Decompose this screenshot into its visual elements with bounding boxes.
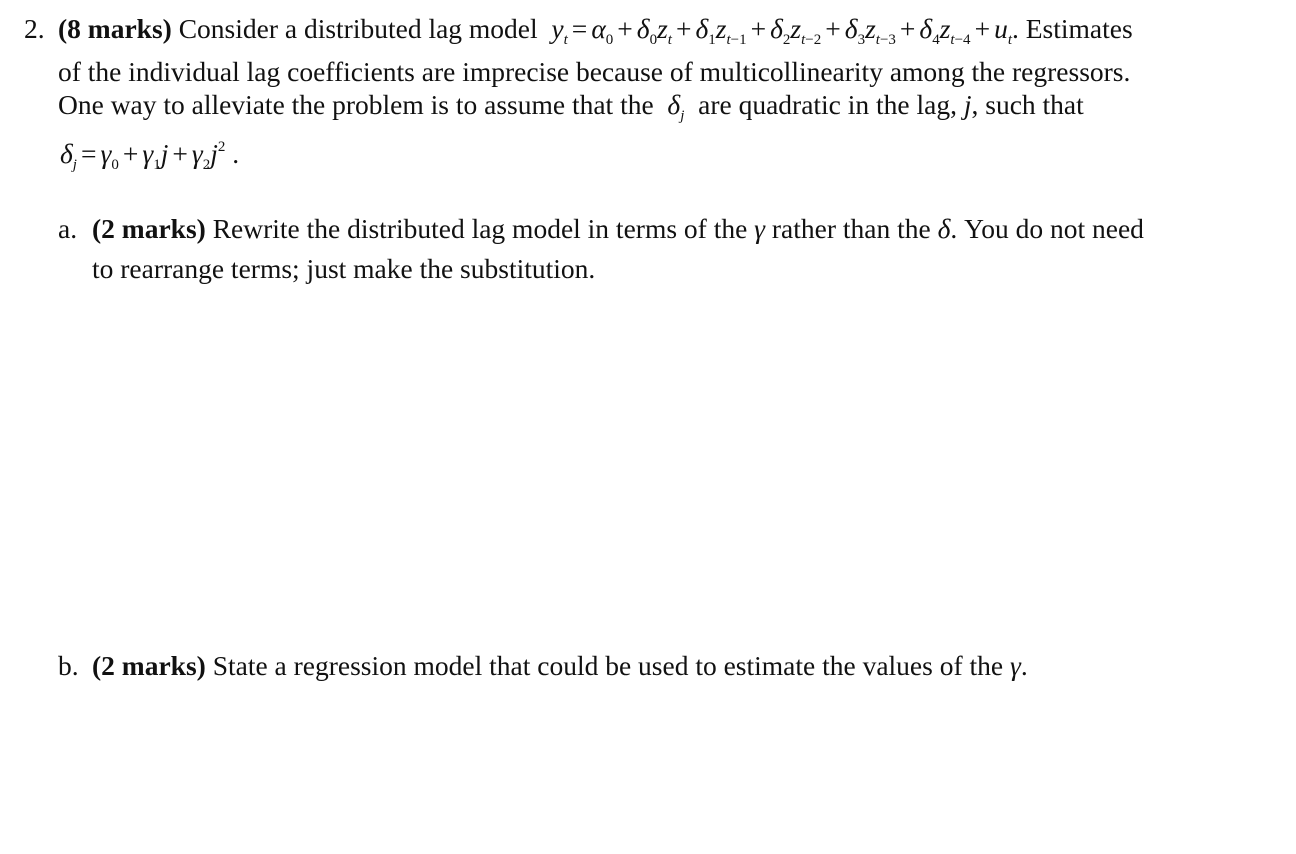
part-a-label: a. [58,213,78,244]
part-b-text: State a regression model that could be used to estimate the values of the [212,650,1004,681]
question-line-2: of the individual lag coefficients are imprecise because of multicollinearity among the regressors. [58,56,1131,87]
part-b-marks: (2 marks) [92,650,206,681]
part-b-label: b. [58,650,79,681]
part-a-text1: Rewrite the distributed lag model in terms of the [212,213,748,244]
delta-j-symbol: $\delta_j$ [660,89,685,124]
line3-prefix: One way to alleviate the problem is to assume that the [58,89,654,120]
estimates-word: Estimates [1025,13,1133,44]
gamma-symbol-b: γ [1009,650,1021,681]
part-a-line-1 [92,212,1144,246]
part-b-end: . [1020,650,1028,681]
period: . [1012,13,1019,44]
question-intro: Consider a distributed lag model [178,13,538,44]
part-a-marks: (2 marks) [92,213,206,244]
question-line-1 [58,12,1133,46]
part-a-line-2: to rearrange terms; just make the substitution. [92,253,596,284]
line3-end: , such that [971,89,1084,120]
part-a-text2: rather than the [771,213,931,244]
question-line-3 [58,88,1084,122]
question-marks: (8 marks) [58,13,172,44]
quadratic-equation: $\delta_j = \gamma_0 + \gamma_1j + \gamma_2j^2$ . [60,138,240,173]
line3-j: j [963,89,972,120]
line3-suffix: are quadratic in the lag, [698,89,957,120]
gamma-symbol: γ [754,213,766,244]
lag-model-equation: $y_t = \alpha_0 + \delta_0z_t + \delta_1z_{t-1} + \delta_2z_{t-2} + \delta_3z_{t-3} + \delta_4z_{t-4} + u_t$ [544,13,1012,48]
question-number: 2. [24,13,45,44]
delta-symbol: δ [937,213,951,244]
part-b-line-1 [92,649,1028,683]
part-a-text3: . You do not need [950,213,1144,244]
